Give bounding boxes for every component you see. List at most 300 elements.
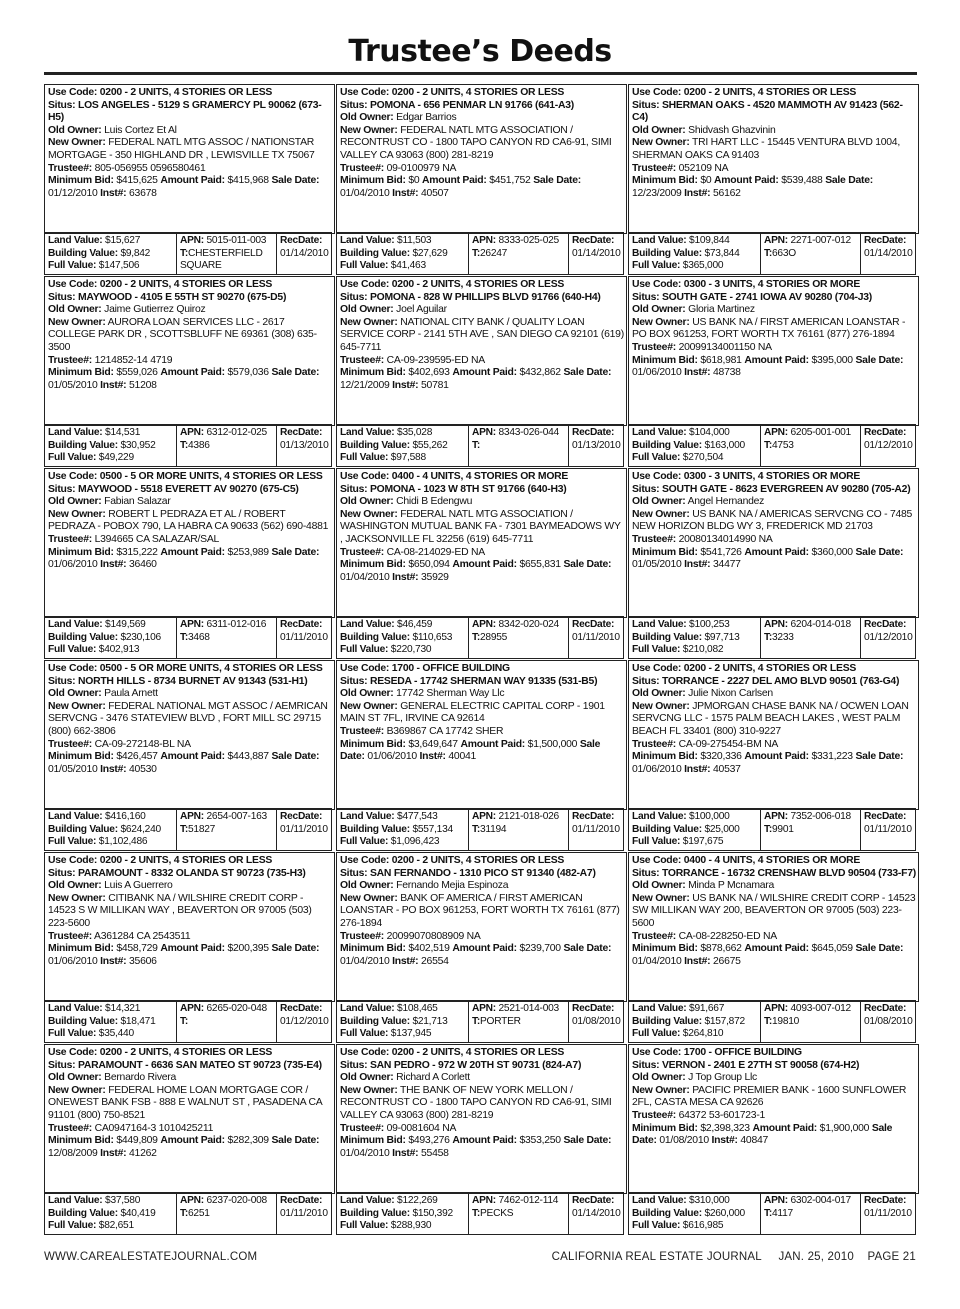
sale-date: 12/23/2009 — [632, 187, 682, 199]
old-owner: Bernardo Rivera — [104, 1072, 177, 1084]
tract: CHESTERFIELD SQUARE — [180, 247, 263, 272]
tract: 6251 — [188, 1207, 210, 1219]
use-code: Use Code: 0200 - 2 UNITS, 4 STORIES OR LESS — [632, 87, 857, 98]
trustee-number: 20080134014990 NA — [678, 533, 773, 545]
building-value-label: Building Value: — [340, 1015, 410, 1027]
building-value: $557,134 — [412, 823, 453, 835]
inst-number: 26675 — [713, 955, 741, 967]
tract-label: T: — [472, 439, 480, 451]
full-value-label: Full Value: — [340, 452, 389, 464]
apn-cell — [468, 1193, 570, 1234]
new-owner-label: New Owner: — [340, 124, 398, 136]
tract: 663O — [772, 247, 796, 259]
sale-date-label: Sale Date: — [563, 1135, 612, 1147]
land-value: $149,569 — [105, 619, 146, 630]
trustee-label: Trustee#: — [48, 354, 92, 366]
building-value-label: Building Value: — [632, 823, 702, 835]
recdate-cell — [568, 617, 627, 658]
use-code: Use Code: 0500 - 5 OR MORE UNITS, 4 STORIES OR LESS — [48, 471, 323, 482]
full-value: $97,588 — [390, 452, 426, 464]
situs: Situs: SOUTH GATE - 2741 IOWA AV 90280 (704-J3) — [632, 291, 873, 303]
sale-date-label: Sale Date: — [271, 751, 320, 763]
full-value: $220,730 — [390, 644, 432, 656]
tract: 19810 — [772, 1015, 800, 1027]
apn-label: APN: — [472, 811, 496, 822]
trustee-label: Trustee#: — [340, 162, 384, 174]
minimum-bid: $493,276 — [408, 1135, 450, 1147]
value-cell — [340, 427, 466, 465]
building-value-label: Building Value: — [632, 1015, 702, 1027]
old-owner-label: Old Owner: — [340, 1072, 394, 1084]
tract: 3468 — [188, 631, 210, 643]
sale-date: 01/04/2010 — [632, 955, 682, 967]
tract-label: T: — [472, 631, 480, 643]
deed-details — [336, 1044, 627, 1194]
apn-cell — [760, 425, 862, 466]
tract-label: T: — [764, 823, 772, 835]
trustee-number: 20099070808909 NA — [386, 930, 481, 942]
old-owner-label: Old Owner: — [48, 124, 102, 136]
full-value-label: Full Value: — [48, 260, 97, 272]
recdate-label: RecDate: — [280, 1003, 323, 1014]
situs: Situs: POMONA - 1023 W 8TH ST 91766 (640-H3) — [340, 483, 567, 495]
trustee-label: Trustee#: — [340, 725, 384, 737]
apn: 6312-012-025 — [206, 427, 267, 438]
situs: Situs: PARAMOUNT - 8332 OLANDA ST 90723 (735-H3) — [48, 867, 306, 879]
deed-details — [628, 276, 919, 426]
land-value-label: Land Value: — [340, 811, 395, 822]
sale-date: 01/04/2010 — [340, 571, 390, 583]
tract-label: T: — [180, 631, 188, 643]
sale-date-label: Sale Date: — [533, 175, 581, 187]
apn-cell — [176, 425, 278, 466]
new-owner-label: New Owner: — [340, 700, 398, 712]
trustee-number: CA-09-239595-ED NA — [386, 354, 485, 366]
minimum-bid-label: Minimum Bid: — [48, 1135, 114, 1147]
land-value-label: Land Value: — [632, 619, 687, 630]
inst-label: Inst#: — [392, 187, 419, 199]
new-owner-label: New Owner: — [48, 892, 106, 904]
full-value: $616,985 — [682, 1220, 724, 1232]
sale-date-label: Sale Date: — [271, 367, 320, 379]
minimum-bid-label: Minimum Bid: — [48, 943, 114, 955]
use-code: Use Code: 0200 - 2 UNITS, 4 STORIES OR LESS — [632, 663, 857, 674]
land-value: $100,253 — [689, 619, 730, 630]
apn: 7462-012-114 — [498, 1195, 559, 1206]
apn-label: APN: — [764, 1195, 788, 1206]
building-value-label: Building Value: — [48, 1207, 118, 1219]
building-value: $9,842 — [120, 247, 151, 259]
minimum-bid: $415,625 — [116, 175, 158, 187]
deed-record — [44, 660, 332, 852]
sale-date: 01/06/2010 — [632, 763, 682, 775]
inst-label: Inst#: — [392, 1147, 419, 1159]
recdate-label: RecDate: — [572, 427, 615, 438]
land-value-label: Land Value: — [632, 427, 687, 438]
inst-label: Inst#: — [684, 187, 711, 199]
apn-label: APN: — [180, 619, 204, 630]
recdate-cell — [568, 233, 627, 274]
sale-date: 01/04/2010 — [340, 955, 390, 967]
new-owner-label: New Owner: — [340, 316, 398, 328]
recdate: 01/08/2010 — [864, 1015, 913, 1027]
old-owner-label: Old Owner: — [48, 1072, 102, 1084]
trustee-label: Trustee#: — [340, 354, 384, 366]
full-value-label: Full Value: — [340, 260, 389, 272]
apn: 6311-012-016 — [206, 619, 267, 630]
tract-label: T: — [472, 1207, 480, 1219]
sale-date: 01/06/2010 — [367, 751, 417, 763]
inst-label: Inst#: — [100, 955, 127, 967]
new-owner: FEDERAL NATL MTG ASSOCIATION / RECONTRUST CO - 1800 TAPO CANYON RD CA6-91, SIMI VALLEY CA 93063 (800) 281-8219 — [340, 124, 612, 161]
full-value-label: Full Value: — [340, 644, 389, 656]
minimum-bid-label: Minimum Bid: — [340, 559, 406, 571]
land-value-label: Land Value: — [632, 1003, 687, 1014]
deed-record — [44, 84, 332, 276]
new-owner: PACIFIC PREMIER BANK - 1600 SUNFLOWER 2FL, CASTA MESA CA 92626 — [632, 1084, 907, 1109]
deed-details — [44, 276, 335, 426]
land-value: $15,627 — [105, 235, 141, 246]
new-owner-label: New Owner: — [340, 892, 398, 904]
apn-cell — [468, 1001, 570, 1042]
deed-details — [628, 468, 919, 618]
trustee-label: Trustee#: — [48, 1122, 92, 1134]
use-code: Use Code: 0200 - 2 UNITS, 4 STORIES OR LESS — [48, 279, 273, 290]
recdate-cell — [860, 425, 919, 466]
deed-details — [44, 660, 335, 810]
inst-number: 40041 — [448, 751, 477, 763]
use-code: Use Code: 1700 - OFFICE BUILDING — [340, 663, 510, 674]
amount-paid: $360,000 — [811, 546, 853, 558]
tract-label: T: — [472, 247, 480, 259]
sale-date: 01/05/2010 — [632, 559, 682, 571]
land-value: $477,543 — [397, 811, 438, 822]
deed-details — [44, 84, 335, 234]
recdate-cell — [568, 809, 627, 850]
minimum-bid: $541,726 — [700, 546, 742, 558]
deed-details — [44, 852, 335, 1002]
amount-paid-label: Amount Paid: — [160, 367, 225, 379]
records-row — [44, 660, 917, 852]
recdate: 01/12/2010 — [280, 1015, 329, 1027]
land-value-label: Land Value: — [48, 619, 103, 630]
inst-number: 36460 — [129, 559, 157, 571]
full-value-label: Full Value: — [48, 1028, 97, 1040]
tract-label: T: — [180, 439, 188, 451]
amount-paid-label: Amount Paid: — [752, 1122, 818, 1134]
sale-date-label: Sale Date: — [271, 175, 320, 187]
building-value-label: Building Value: — [340, 631, 410, 643]
sale-date-label: Sale Date: — [271, 546, 320, 558]
new-owner: GENERAL ELECTRIC CAPITAL CORP - 1901 MAIN ST 7FL, IRVINE CA 92614 — [340, 700, 605, 725]
apn: 6302-004-017 — [790, 1195, 851, 1206]
land-value: $122,269 — [397, 1195, 438, 1206]
minimum-bid: $878,662 — [700, 943, 742, 955]
tract-label: T: — [764, 1207, 772, 1219]
apn-label: APN: — [472, 235, 496, 246]
recdate-label: RecDate: — [864, 427, 907, 438]
recdate-label: RecDate: — [572, 1003, 615, 1014]
inst-number: 55458 — [421, 1147, 449, 1159]
old-owner-label: Old Owner: — [632, 1072, 686, 1084]
land-value: $37,580 — [105, 1195, 141, 1206]
value-table — [628, 232, 916, 275]
old-owner: Joel Aguilar — [396, 304, 447, 316]
recdate-cell — [276, 1193, 335, 1234]
trustee-label: Trustee#: — [340, 930, 384, 942]
building-value-label: Building Value: — [48, 247, 118, 259]
trustee-label: Trustee#: — [632, 162, 676, 174]
trustee-number: 09-0100979 NA — [386, 162, 457, 174]
full-value-label: Full Value: — [632, 452, 681, 464]
inst-label: Inst#: — [100, 763, 127, 775]
land-value-label: Land Value: — [340, 1003, 395, 1014]
new-owner-label: New Owner: — [632, 137, 690, 149]
minimum-bid-label: Minimum Bid: — [340, 175, 406, 187]
old-owner-label: Old Owner: — [340, 304, 394, 316]
new-owner-label: New Owner: — [48, 137, 106, 149]
tract-label: T: — [472, 823, 480, 835]
recdate-label: RecDate: — [864, 811, 907, 822]
full-value: $35,440 — [98, 1028, 134, 1040]
amount-paid-label: Amount Paid: — [744, 943, 809, 955]
new-owner-label: New Owner: — [632, 1084, 690, 1096]
recdate-label: RecDate: — [280, 427, 323, 438]
recdate-label: RecDate: — [280, 811, 323, 822]
deed-details — [336, 852, 627, 1002]
amount-paid-label: Amount Paid: — [160, 751, 225, 763]
sale-date: 12/08/2009 — [48, 1147, 98, 1159]
inst-number: 35929 — [421, 571, 449, 583]
trustee-number: 09-0081604 NA — [386, 1122, 457, 1134]
apn-cell — [468, 233, 570, 274]
apn: 2654-007-163 — [206, 811, 267, 822]
inst-number: 50781 — [421, 379, 449, 391]
value-cell — [340, 1003, 466, 1041]
recdate: 01/11/2010 — [572, 823, 620, 835]
sale-date: 01/05/2010 — [48, 763, 98, 775]
full-value-label: Full Value: — [340, 1220, 389, 1232]
recdate: 01/13/2010 — [280, 439, 329, 451]
old-owner: Minda P Mcnamara — [688, 880, 775, 892]
trustee-number: 805-056955 0596580461 — [94, 162, 206, 174]
inst-label: Inst#: — [419, 751, 446, 763]
apn-label: APN: — [764, 811, 788, 822]
apn: 6205-001-001 — [790, 427, 851, 438]
tract-label: T: — [180, 823, 188, 835]
trustee-label: Trustee#: — [340, 546, 384, 558]
building-value: $40,419 — [120, 1207, 156, 1219]
apn-cell — [760, 1001, 862, 1042]
full-value: $402,913 — [98, 644, 140, 656]
value-table — [628, 1192, 916, 1235]
building-value: $157,872 — [704, 1015, 745, 1027]
situs: Situs: LOS ANGELES - 5129 S GRAMERCY PL 90062 (673-H5) — [48, 99, 322, 124]
apn-label: APN: — [764, 427, 788, 438]
tract: 9901 — [772, 823, 794, 835]
sale-date-label: Sale Date: — [563, 559, 612, 571]
new-owner: FEDERAL HOME LOAN MORTGAGE COR / ONEWEST BANK FSB - 888 E WALNUT ST , PASADENA CA 91101 (800) 750-8521 — [48, 1084, 322, 1121]
land-value-label: Land Value: — [632, 235, 687, 246]
building-value: $624,240 — [120, 823, 161, 835]
apn: 2271-007-012 — [790, 235, 851, 246]
old-owner: Luis A Guerrero — [104, 880, 173, 892]
recdate: 01/08/2010 — [572, 1015, 621, 1027]
building-value: $73,844 — [704, 247, 740, 259]
sale-date: 12/21/2009 — [340, 379, 390, 391]
land-value: $416,160 — [105, 811, 146, 822]
trustee-label: Trustee#: — [48, 930, 92, 942]
old-owner: Jaime Gutierrez Quiroz — [104, 304, 206, 316]
value-cell — [340, 811, 466, 849]
amount-paid: $1,500,000 — [527, 738, 578, 750]
land-value-label: Land Value: — [48, 427, 103, 438]
minimum-bid-label: Minimum Bid: — [48, 546, 114, 558]
deed-details — [628, 1044, 919, 1194]
building-value-label: Building Value: — [340, 439, 410, 451]
deed-record — [628, 84, 916, 276]
value-table — [44, 1192, 332, 1235]
deed-details — [628, 84, 919, 234]
old-owner: Julie Nixon Carlsen — [688, 688, 773, 700]
old-owner-label: Old Owner: — [632, 124, 686, 136]
new-owner: NATIONAL CITY BANK / QUALITY LOAN SERVICE CORP - 2141 5TH AVE , SAN DIEGO CA 92101 (619) 645-7711 — [340, 316, 624, 353]
deed-record — [336, 1044, 624, 1236]
inst-number: 40530 — [129, 763, 157, 775]
minimum-bid: $402,693 — [408, 367, 450, 379]
records-row — [44, 276, 917, 468]
land-value-label: Land Value: — [340, 235, 395, 246]
inst-number: 34477 — [713, 559, 741, 571]
trustee-number: CA-08-214029-ED NA — [386, 546, 485, 558]
apn-cell — [760, 233, 862, 274]
inst-label: Inst#: — [392, 955, 419, 967]
recdate: 01/14/2010 — [864, 247, 913, 259]
value-cell — [632, 811, 758, 849]
amount-paid-label: Amount Paid: — [452, 1135, 517, 1147]
deed-record — [336, 852, 624, 1044]
apn-cell — [468, 425, 570, 466]
full-value: $197,675 — [682, 836, 724, 848]
recdate-cell — [276, 809, 335, 850]
value-table — [336, 424, 624, 467]
apn: 5015-011-003 — [206, 235, 267, 246]
tract-label: T: — [472, 1015, 480, 1027]
situs: Situs: MAYWOOD - 4105 E 55TH ST 90270 (675-D5) — [48, 291, 287, 303]
old-owner-label: Old Owner: — [48, 496, 102, 508]
use-code: Use Code: 0200 - 2 UNITS, 4 STORIES OR LESS — [340, 1047, 565, 1058]
apn: 2121-018-026 — [498, 811, 559, 822]
trustee-label: Trustee#: — [632, 1109, 676, 1121]
use-code: Use Code: 0300 - 3 UNITS, 4 STORIES OR MORE — [632, 279, 861, 290]
amount-paid: $415,968 — [227, 175, 269, 187]
apn: 8343-026-044 — [498, 427, 559, 438]
full-value-label: Full Value: — [48, 836, 97, 848]
trustee-label: Trustee#: — [48, 738, 92, 750]
building-value: $110,653 — [412, 631, 453, 643]
building-value: $163,000 — [704, 439, 745, 451]
footer-website: WWW.CAREALESTATEJOURNAL.COM — [44, 1251, 258, 1263]
full-value-label: Full Value: — [340, 836, 389, 848]
value-cell — [48, 427, 174, 465]
land-value-label: Land Value: — [48, 1003, 103, 1014]
recdate: 01/11/2010 — [280, 1207, 328, 1219]
value-table — [628, 616, 916, 659]
value-table — [44, 1000, 332, 1043]
title-rule — [44, 72, 917, 75]
full-value: $82,651 — [98, 1220, 134, 1232]
recdate: 01/11/2010 — [864, 1207, 912, 1219]
minimum-bid-label: Minimum Bid: — [632, 354, 698, 366]
inst-number: 51208 — [129, 379, 157, 391]
recdate-label: RecDate: — [864, 1195, 907, 1206]
tract: 4386 — [188, 439, 210, 451]
sale-date-label: Sale Date: — [855, 751, 904, 763]
value-cell — [48, 1003, 174, 1041]
inst-number: 40507 — [421, 187, 449, 199]
tract-label: T: — [764, 439, 772, 451]
minimum-bid-label: Minimum Bid: — [48, 751, 114, 763]
inst-number: 41262 — [129, 1147, 157, 1159]
land-value-label: Land Value: — [632, 1195, 687, 1206]
minimum-bid: $426,457 — [116, 751, 158, 763]
deed-record — [336, 84, 624, 276]
deed-record — [44, 1044, 332, 1236]
value-table — [336, 232, 624, 275]
inst-number: 35606 — [129, 955, 157, 967]
full-value: $1,102,486 — [98, 836, 148, 848]
minimum-bid: $3,649,647 — [408, 738, 458, 750]
new-owner: TRI HART LLC - 15445 VENTURA BLVD 1004, SHERMAN OAKS CA 91403 — [632, 137, 900, 161]
building-value-label: Building Value: — [632, 631, 702, 643]
land-value-label: Land Value: — [340, 619, 395, 630]
deed-record — [628, 852, 916, 1044]
recdate-cell — [860, 1193, 919, 1234]
apn-label: APN: — [472, 1195, 496, 1206]
inst-label: Inst#: — [684, 367, 711, 379]
use-code: Use Code: 0200 - 2 UNITS, 4 STORIES OR LESS — [340, 855, 565, 866]
records-row — [44, 1044, 917, 1236]
inst-label: Inst#: — [711, 1135, 738, 1147]
inst-number: 40537 — [713, 763, 741, 775]
new-owner-label: New Owner: — [48, 316, 106, 328]
apn-label: APN: — [180, 1195, 204, 1206]
land-value: $11,503 — [397, 235, 432, 246]
value-cell — [632, 1003, 758, 1041]
apn-label: APN: — [472, 427, 496, 438]
building-value: $27,629 — [412, 247, 448, 259]
inst-number: 26554 — [421, 955, 449, 967]
amount-paid-label: Amount Paid: — [160, 175, 225, 187]
full-value-label: Full Value: — [48, 644, 97, 656]
apn-label: APN: — [764, 235, 788, 246]
sale-date: 01/06/2010 — [48, 559, 98, 571]
apn-cell — [468, 617, 570, 658]
amount-paid-label: Amount Paid: — [744, 751, 809, 763]
recdate-cell — [276, 617, 335, 658]
building-value-label: Building Value: — [48, 823, 118, 835]
recdate: 01/11/2010 — [280, 631, 328, 643]
deed-details — [336, 276, 627, 426]
amount-paid: $655,831 — [519, 559, 561, 571]
inst-label: Inst#: — [684, 763, 711, 775]
trustee-number: B369867 CA 17742 SHER — [386, 725, 504, 737]
tract: 26247 — [480, 247, 508, 259]
inst-label: Inst#: — [100, 1147, 127, 1159]
minimum-bid-label: Minimum Bid: — [48, 175, 114, 187]
sale-date-label: Sale Date: — [855, 354, 904, 366]
value-cell — [340, 619, 466, 657]
